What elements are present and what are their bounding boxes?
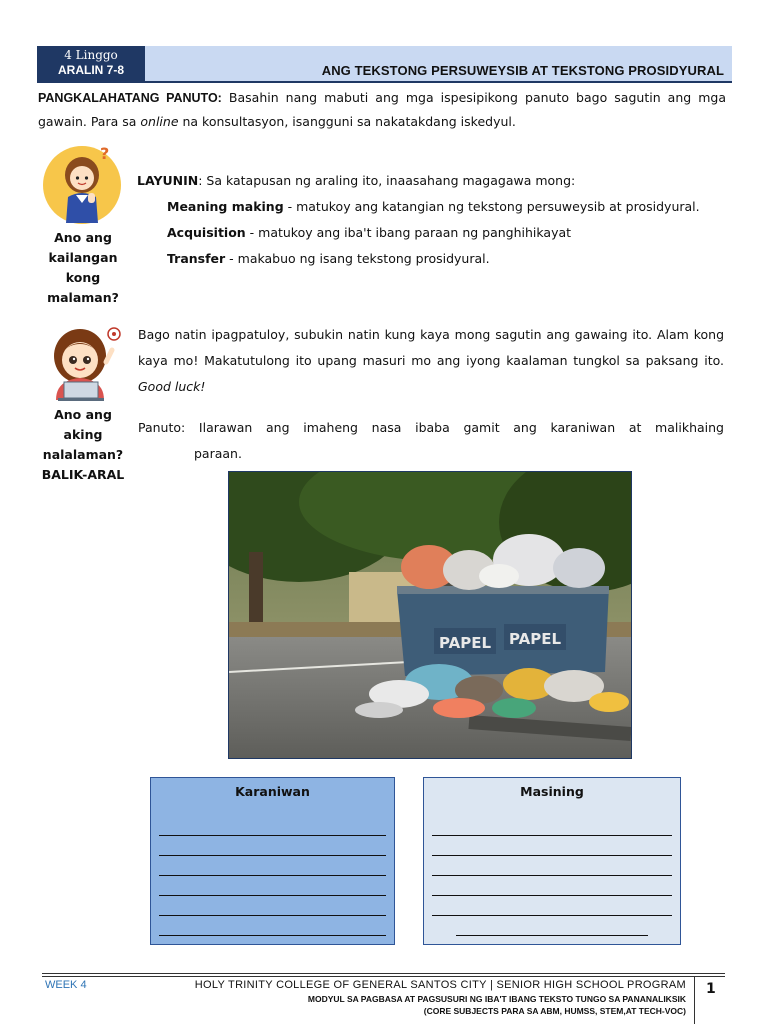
objective-term: Transfer	[167, 251, 226, 266]
panuto-line: paraan.	[194, 446, 242, 461]
footer-rule	[42, 973, 725, 974]
badge-lesson: ARALIN 7-8	[57, 63, 124, 77]
section2-side-label	[35, 405, 131, 485]
girl-thinking-icon	[42, 143, 124, 225]
answer-line[interactable]	[159, 916, 386, 936]
footer-week: WEEK 4	[45, 979, 87, 991]
karaniwan-answer-box[interactable]	[150, 777, 395, 945]
footer-rule	[42, 976, 725, 977]
side-label-line: Ano ang	[54, 407, 112, 422]
side-label-line: malaman?	[47, 290, 119, 305]
svg-text:?: ?	[100, 144, 110, 163]
answer-line[interactable]	[159, 836, 386, 856]
general-text-em: online	[140, 114, 179, 129]
footer-school: HOLY TRINITY COLLEGE OF GENERAL SANTOS CITY | SENIOR HIGH SCHOOL PROGRAM	[194, 979, 686, 991]
objective-text: - makabuo ng isang tekstong prosidyural.	[225, 251, 490, 266]
side-label-line: BALIK-ARAL	[41, 467, 125, 482]
garbage-photo	[228, 471, 632, 759]
layunin-label: LAYUNIN	[137, 173, 199, 188]
footer-module: MODYUL SA PAGBASA AT PAGSUSURI NG IBA'T IBANG TEKSTO TUNGO SA PANANALIKSIK	[307, 994, 686, 1004]
side-label-line: aking	[63, 427, 103, 442]
badge-week: 4 Linggo	[64, 48, 118, 62]
side-label-line: kong	[65, 270, 101, 285]
girl-laptop-icon	[46, 322, 124, 402]
bin-label-right: PAPEL	[509, 630, 562, 648]
review-intro	[138, 322, 724, 400]
objective-text: - matukoy ang katangian ng tekstong persuweysib at prosidyural.	[283, 199, 700, 214]
footer-core-subjects: (CORE SUBJECTS PARA SA ABM, HUMSS, STEM,AT TECH-VOC)	[423, 1006, 686, 1016]
footer-divider	[694, 976, 695, 1024]
answer-line[interactable]	[159, 876, 386, 896]
objective-item	[137, 246, 737, 272]
objective-term: Meaning making	[167, 199, 284, 214]
header-bar	[145, 46, 732, 83]
masining-answer-box[interactable]	[423, 777, 681, 945]
side-label-line: Ano ang	[54, 230, 112, 245]
general-instruction	[38, 86, 726, 134]
answer-line[interactable]	[432, 896, 672, 916]
answer-line[interactable]	[432, 856, 672, 876]
side-label-line: kailangan	[48, 250, 118, 265]
objective-item	[137, 194, 737, 220]
section1-side-label	[35, 228, 131, 308]
intro-good-luck: Good luck!	[138, 379, 206, 394]
review-instruction	[138, 415, 724, 467]
objectives-block	[137, 168, 737, 272]
answer-line[interactable]	[432, 876, 672, 896]
side-label-line: nalalaman?	[42, 447, 124, 462]
lesson-badge	[37, 46, 145, 83]
answer-line[interactable]	[159, 896, 386, 916]
intro-text: Bago natin ipagpatuloy, subukin natin kung kaya mong sagutin ang gawaing ito. Alam kong kaya mo! Makatutulong ito upang masuri mo ang iyong kaalaman tungkol sa paksang ito.	[138, 327, 724, 368]
objective-term: Acquisition	[167, 225, 246, 240]
answer-line[interactable]	[456, 916, 648, 936]
answer-line[interactable]	[159, 856, 386, 876]
page-number: 1	[706, 981, 716, 997]
answer-line[interactable]	[432, 816, 672, 836]
general-text-b: na konsultasyon, isangguni sa nakatakdang iskedyul.	[178, 114, 516, 129]
bin-label-left: PAPEL	[439, 634, 492, 652]
answer-line[interactable]	[159, 816, 386, 836]
panuto-line: Panuto: Ilarawan ang imaheng nasa ibaba gamit ang karaniwan at malikhaing	[138, 420, 724, 435]
masining-title: Masining	[520, 784, 584, 799]
objective-text: - matukoy ang iba't ibang paraan ng panghihikayat	[245, 225, 572, 240]
karaniwan-title: Karaniwan	[235, 784, 310, 799]
general-instruction-label: PANGKALAHATANG PANUTO:	[38, 91, 222, 105]
objective-item	[137, 220, 737, 246]
general-text-a: Basahin nang mabuti ang mga ispesipikong panuto bago sagutin ang mga gawain. Para sa	[38, 90, 726, 129]
page-title: ANG TEKSTONG PERSUWEYSIB AT TEKSTONG PROSIDYURAL	[321, 63, 724, 78]
layunin-text: : Sa katapusan ng araling ito, inaasahang magagawa mong:	[198, 173, 576, 188]
answer-line[interactable]	[432, 836, 672, 856]
